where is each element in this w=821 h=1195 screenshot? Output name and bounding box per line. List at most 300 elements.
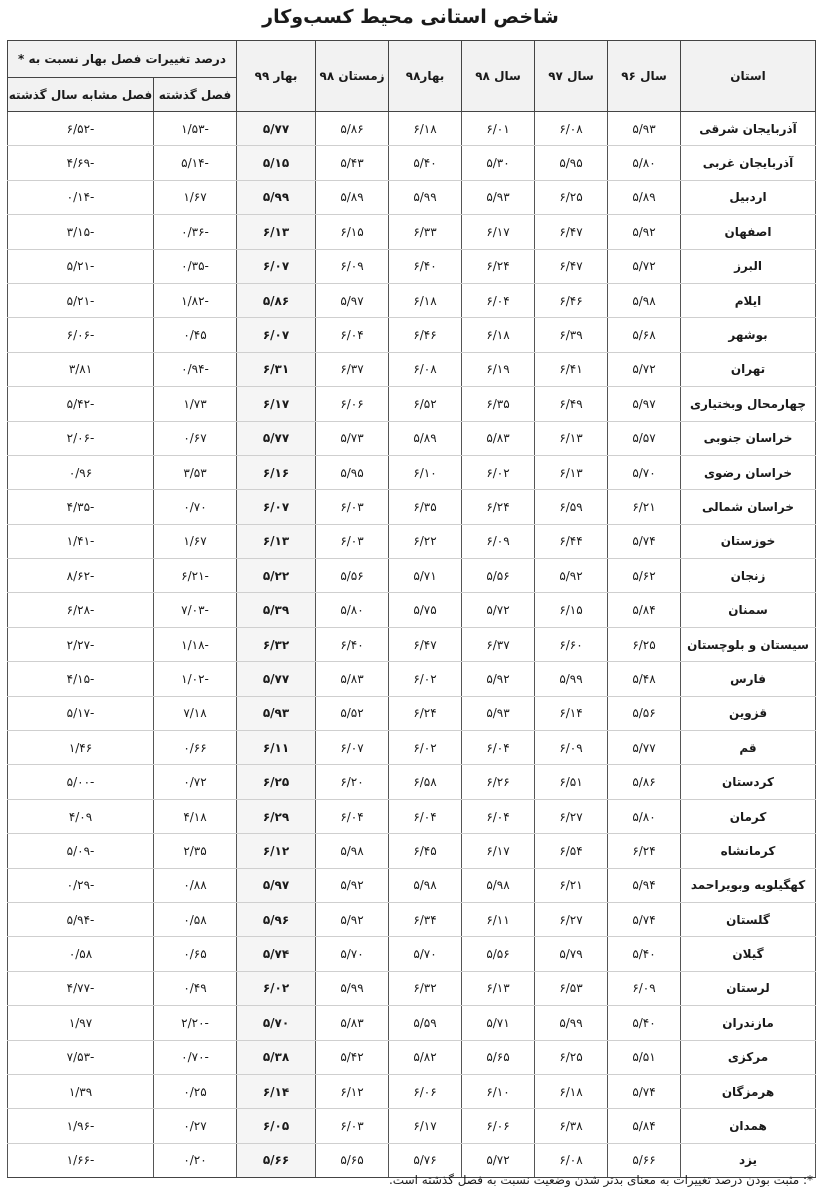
cell-change-same-season: -۱/۴۱: [8, 524, 154, 558]
cell-spring-98: ۶/۰۸: [389, 352, 462, 386]
cell-spring-99: ۵/۹۹: [237, 180, 316, 214]
cell-winter-98: ۵/۵۶: [316, 559, 389, 593]
table-row: [8, 834, 816, 868]
cell-year-97: ۶/۱۳: [535, 421, 608, 455]
cell-spring-99: ۵/۲۲: [237, 559, 316, 593]
cell-year-97: ۶/۱۵: [535, 593, 608, 627]
cell-spring-99: ۶/۱۲: [237, 834, 316, 868]
cell-year-96: ۵/۹۸: [608, 283, 681, 317]
cell-spring-98: ۶/۱۷: [389, 1109, 462, 1143]
cell-change-prev-season: -۱/۰۲: [154, 662, 237, 696]
cell-change-same-season: -۵/۲۱: [8, 283, 154, 317]
cell-year-97: ۵/۹۵: [535, 146, 608, 180]
footnote: *: مثبت بودن درصد تغییرات به معنای بدتر شدن وضعیت نسبت به فصل گذشته است.: [388, 1173, 813, 1187]
cell-change-prev-season: -۱/۸۲: [154, 283, 237, 317]
cell-province: مازندران: [681, 1006, 816, 1040]
cell-province: چهارمحال وبختیاری: [681, 387, 816, 421]
cell-change-prev-season: ۰/۷۲: [154, 765, 237, 799]
cell-province: لرستان: [681, 971, 816, 1005]
cell-year-97: ۶/۲۱: [535, 868, 608, 902]
table-row: [8, 215, 816, 249]
header-prev-season: فصل گذشته: [154, 78, 237, 112]
table-row: [8, 352, 816, 386]
table-row: [8, 559, 816, 593]
cell-year-96: ۵/۷۲: [608, 352, 681, 386]
header-change-group: درصد تغییرات فصل بهار نسبت به *: [8, 41, 237, 78]
cell-spring-99: ۵/۳۹: [237, 593, 316, 627]
cell-year-96: ۵/۹۴: [608, 868, 681, 902]
cell-year-98: ۶/۲۴: [462, 249, 535, 283]
cell-spring-99: ۵/۷۴: [237, 937, 316, 971]
cell-spring-98: ۵/۸۹: [389, 421, 462, 455]
cell-winter-98: ۵/۸۳: [316, 662, 389, 696]
cell-change-prev-season: ۳/۵۳: [154, 455, 237, 489]
cell-spring-99: ۶/۱۴: [237, 1074, 316, 1108]
cell-spring-98: ۶/۵۸: [389, 765, 462, 799]
cell-change-prev-season: ۷/۱۸: [154, 696, 237, 730]
cell-change-same-season: -۵/۴۲: [8, 387, 154, 421]
cell-change-prev-season: -۰/۳۵: [154, 249, 237, 283]
cell-province: هرمزگان: [681, 1074, 816, 1108]
cell-year-98: ۵/۹۲: [462, 662, 535, 696]
cell-year-98: ۵/۵۶: [462, 559, 535, 593]
cell-change-same-season: -۰/۲۹: [8, 868, 154, 902]
cell-province: یزد: [681, 1143, 816, 1177]
cell-spring-99: ۵/۹۳: [237, 696, 316, 730]
header-year-98: سال ۹۸: [462, 41, 535, 112]
cell-change-prev-season: ۰/۲۰: [154, 1143, 237, 1177]
cell-year-96: ۵/۸۴: [608, 593, 681, 627]
table-row: [8, 1006, 816, 1040]
cell-spring-99: ۶/۰۷: [237, 318, 316, 352]
cell-spring-98: ۶/۳۵: [389, 490, 462, 524]
cell-year-96: ۵/۴۰: [608, 937, 681, 971]
cell-year-98: ۶/۰۱: [462, 112, 535, 146]
cell-winter-98: ۶/۰۴: [316, 318, 389, 352]
cell-change-prev-season: ۰/۶۵: [154, 937, 237, 971]
cell-winter-98: ۵/۶۵: [316, 1143, 389, 1177]
cell-winter-98: ۶/۲۰: [316, 765, 389, 799]
cell-change-same-season: ۰/۹۶: [8, 455, 154, 489]
cell-winter-98: ۶/۰۳: [316, 490, 389, 524]
cell-year-97: ۶/۳۹: [535, 318, 608, 352]
cell-spring-99: ۶/۰۲: [237, 971, 316, 1005]
cell-change-prev-season: ۴/۱۸: [154, 799, 237, 833]
cell-winter-98: ۶/۰۳: [316, 1109, 389, 1143]
cell-spring-98: ۶/۲۴: [389, 696, 462, 730]
cell-spring-99: ۵/۱۵: [237, 146, 316, 180]
cell-winter-98: ۶/۰۶: [316, 387, 389, 421]
cell-change-same-season: ۱/۳۹: [8, 1074, 154, 1108]
cell-year-97: ۶/۵۳: [535, 971, 608, 1005]
table-row: [8, 937, 816, 971]
cell-change-same-season: -۲/۲۷: [8, 627, 154, 661]
cell-change-same-season: -۳/۱۵: [8, 215, 154, 249]
cell-spring-98: ۵/۷۶: [389, 1143, 462, 1177]
cell-year-97: ۶/۲۷: [535, 799, 608, 833]
cell-spring-98: ۶/۳۳: [389, 215, 462, 249]
cell-year-98: ۶/۱۹: [462, 352, 535, 386]
table-row: [8, 1109, 816, 1143]
cell-spring-99: ۶/۱۳: [237, 524, 316, 558]
cell-spring-99: ۶/۲۵: [237, 765, 316, 799]
cell-spring-99: ۶/۰۷: [237, 249, 316, 283]
cell-year-97: ۶/۵۹: [535, 490, 608, 524]
cell-year-96: ۶/۲۵: [608, 627, 681, 661]
cell-spring-99: ۶/۱۳: [237, 215, 316, 249]
cell-year-98: ۶/۱۸: [462, 318, 535, 352]
cell-province: گلستان: [681, 902, 816, 936]
cell-spring-98: ۵/۹۸: [389, 868, 462, 902]
cell-winter-98: ۵/۹۲: [316, 868, 389, 902]
cell-year-98: ۶/۲۶: [462, 765, 535, 799]
cell-change-same-season: -۷/۵۳: [8, 1040, 154, 1074]
cell-winter-98: ۶/۴۰: [316, 627, 389, 661]
cell-year-98: ۵/۷۲: [462, 593, 535, 627]
cell-spring-98: ۶/۳۴: [389, 902, 462, 936]
cell-year-98: ۶/۱۷: [462, 215, 535, 249]
cell-spring-98: ۶/۰۴: [389, 799, 462, 833]
cell-change-prev-season: -۱/۵۳: [154, 112, 237, 146]
cell-change-prev-season: ۰/۸۸: [154, 868, 237, 902]
cell-year-97: ۶/۱۴: [535, 696, 608, 730]
cell-year-97: ۶/۴۶: [535, 283, 608, 317]
cell-change-prev-season: ۱/۷۳: [154, 387, 237, 421]
cell-winter-98: ۵/۹۲: [316, 902, 389, 936]
cell-winter-98: ۵/۹۸: [316, 834, 389, 868]
cell-spring-98: ۶/۵۲: [389, 387, 462, 421]
page-title: شاخص استانی محیط کسب‌وکار: [262, 6, 559, 28]
header-province: استان: [681, 41, 816, 112]
table-row: [8, 421, 816, 455]
cell-change-same-season: -۴/۶۹: [8, 146, 154, 180]
cell-year-97: ۶/۳۸: [535, 1109, 608, 1143]
cell-change-prev-season: -۷/۰۳: [154, 593, 237, 627]
table-row: [8, 283, 816, 317]
cell-year-98: ۶/۰۹: [462, 524, 535, 558]
cell-province: کرمانشاه: [681, 834, 816, 868]
cell-year-97: ۶/۵۱: [535, 765, 608, 799]
cell-spring-98: ۶/۰۲: [389, 731, 462, 765]
cell-year-96: ۵/۶۶: [608, 1143, 681, 1177]
table-row: [8, 146, 816, 180]
cell-province: مرکزی: [681, 1040, 816, 1074]
cell-change-same-season: -۰/۱۴: [8, 180, 154, 214]
cell-spring-98: ۶/۱۰: [389, 455, 462, 489]
cell-year-98: ۶/۰۴: [462, 799, 535, 833]
cell-winter-98: ۶/۱۵: [316, 215, 389, 249]
cell-year-98: ۶/۱۱: [462, 902, 535, 936]
cell-year-96: ۵/۸۰: [608, 799, 681, 833]
cell-year-97: ۶/۱۸: [535, 1074, 608, 1108]
cell-spring-99: ۵/۶۶: [237, 1143, 316, 1177]
cell-winter-98: ۶/۳۷: [316, 352, 389, 386]
cell-province: آذربایجان غربی: [681, 146, 816, 180]
cell-year-97: ۶/۰۸: [535, 1143, 608, 1177]
table-row: [8, 249, 816, 283]
table-row: [8, 387, 816, 421]
cell-winter-98: ۵/۹۵: [316, 455, 389, 489]
cell-change-prev-season: ۱/۶۷: [154, 180, 237, 214]
cell-change-same-season: -۸/۶۲: [8, 559, 154, 593]
cell-change-same-season: ۱/۹۷: [8, 1006, 154, 1040]
cell-change-same-season: ۴/۰۹: [8, 799, 154, 833]
cell-year-98: ۶/۳۷: [462, 627, 535, 661]
cell-change-prev-season: ۰/۶۶: [154, 731, 237, 765]
cell-year-96: ۵/۶۲: [608, 559, 681, 593]
cell-year-98: ۵/۹۳: [462, 180, 535, 214]
cell-year-98: ۵/۹۸: [462, 868, 535, 902]
cell-change-same-season: -۵/۹۴: [8, 902, 154, 936]
cell-change-same-season: -۱/۶۶: [8, 1143, 154, 1177]
cell-change-prev-season: -۰/۹۴: [154, 352, 237, 386]
cell-spring-98: ۶/۲۲: [389, 524, 462, 558]
cell-province: زنجان: [681, 559, 816, 593]
cell-spring-98: ۶/۰۲: [389, 662, 462, 696]
cell-change-prev-season: -۲/۲۰: [154, 1006, 237, 1040]
header-winter-98: زمستان ۹۸: [316, 41, 389, 112]
cell-spring-98: ۵/۷۰: [389, 937, 462, 971]
table-row: [8, 902, 816, 936]
cell-year-96: ۵/۸۰: [608, 146, 681, 180]
cell-spring-99: ۵/۷۷: [237, 421, 316, 455]
cell-province: سمنان: [681, 593, 816, 627]
cell-spring-98: ۶/۴۷: [389, 627, 462, 661]
cell-year-97: ۶/۰۸: [535, 112, 608, 146]
cell-winter-98: ۵/۸۹: [316, 180, 389, 214]
cell-year-98: ۶/۰۲: [462, 455, 535, 489]
table-row: [8, 765, 816, 799]
cell-year-97: ۶/۴۹: [535, 387, 608, 421]
cell-year-97: ۶/۲۷: [535, 902, 608, 936]
cell-change-same-season: -۴/۷۷: [8, 971, 154, 1005]
cell-year-98: ۶/۱۳: [462, 971, 535, 1005]
cell-province: قم: [681, 731, 816, 765]
cell-spring-98: ۶/۴۰: [389, 249, 462, 283]
header-year-96: سال ۹۶: [608, 41, 681, 112]
cell-year-96: ۵/۵۷: [608, 421, 681, 455]
cell-year-98: ۶/۲۴: [462, 490, 535, 524]
cell-province: آذربایجان شرقی: [681, 112, 816, 146]
cell-change-same-season: ۳/۸۱: [8, 352, 154, 386]
table-row: [8, 799, 816, 833]
cell-year-96: ۵/۹۳: [608, 112, 681, 146]
cell-year-96: ۵/۸۴: [608, 1109, 681, 1143]
cell-change-same-season: -۲/۰۶: [8, 421, 154, 455]
table-row: [8, 1040, 816, 1074]
cell-year-97: ۶/۰۹: [535, 731, 608, 765]
cell-year-98: ۶/۳۵: [462, 387, 535, 421]
cell-change-same-season: -۶/۲۸: [8, 593, 154, 627]
table-row: [8, 180, 816, 214]
cell-year-96: ۵/۷۲: [608, 249, 681, 283]
cell-spring-98: ۶/۴۵: [389, 834, 462, 868]
cell-spring-98: ۵/۸۲: [389, 1040, 462, 1074]
cell-spring-99: ۶/۲۹: [237, 799, 316, 833]
cell-year-98: ۵/۷۱: [462, 1006, 535, 1040]
cell-winter-98: ۶/۰۴: [316, 799, 389, 833]
cell-spring-99: ۶/۰۷: [237, 490, 316, 524]
cell-change-prev-season: ۰/۷۰: [154, 490, 237, 524]
cell-spring-98: ۶/۱۸: [389, 283, 462, 317]
cell-spring-99: ۵/۹۷: [237, 868, 316, 902]
cell-change-prev-season: -۶/۲۱: [154, 559, 237, 593]
cell-year-97: ۵/۷۹: [535, 937, 608, 971]
cell-year-96: ۵/۹۲: [608, 215, 681, 249]
cell-year-96: ۵/۷۴: [608, 902, 681, 936]
cell-year-98: ۶/۱۷: [462, 834, 535, 868]
cell-spring-99: ۶/۳۱: [237, 352, 316, 386]
table-row: [8, 696, 816, 730]
cell-year-97: ۵/۹۹: [535, 662, 608, 696]
cell-spring-99: ۵/۸۶: [237, 283, 316, 317]
header-year-97: سال ۹۷: [535, 41, 608, 112]
cell-year-98: ۵/۶۵: [462, 1040, 535, 1074]
cell-change-same-season: -۶/۵۲: [8, 112, 154, 146]
table-row: [8, 490, 816, 524]
cell-year-97: ۶/۲۵: [535, 180, 608, 214]
cell-year-96: ۵/۹۷: [608, 387, 681, 421]
cell-province: کردستان: [681, 765, 816, 799]
table-row: [8, 868, 816, 902]
cell-change-same-season: -۴/۱۵: [8, 662, 154, 696]
cell-winter-98: ۵/۸۶: [316, 112, 389, 146]
cell-spring-99: ۶/۳۲: [237, 627, 316, 661]
cell-winter-98: ۵/۵۲: [316, 696, 389, 730]
cell-year-96: ۵/۸۶: [608, 765, 681, 799]
cell-province: خراسان جنوبی: [681, 421, 816, 455]
cell-winter-98: ۵/۷۰: [316, 937, 389, 971]
cell-change-prev-season: -۵/۱۴: [154, 146, 237, 180]
table-row: [8, 1074, 816, 1108]
cell-winter-98: ۵/۷۳: [316, 421, 389, 455]
cell-change-prev-season: ۰/۲۷: [154, 1109, 237, 1143]
cell-change-prev-season: -۰/۳۶: [154, 215, 237, 249]
table-row: [8, 662, 816, 696]
cell-year-98: ۶/۰۴: [462, 731, 535, 765]
cell-change-same-season: -۵/۰۰: [8, 765, 154, 799]
cell-winter-98: ۶/۰۳: [316, 524, 389, 558]
cell-year-96: ۶/۰۹: [608, 971, 681, 1005]
cell-year-97: ۶/۴۱: [535, 352, 608, 386]
cell-province: کهگیلویه وبویراحمد: [681, 868, 816, 902]
cell-winter-98: ۵/۴۳: [316, 146, 389, 180]
cell-spring-98: ۵/۴۰: [389, 146, 462, 180]
cell-spring-98: ۶/۳۲: [389, 971, 462, 1005]
cell-year-97: ۶/۶۰: [535, 627, 608, 661]
cell-province: البرز: [681, 249, 816, 283]
cell-change-same-season: ۰/۵۸: [8, 937, 154, 971]
cell-province: سیستان و بلوچستان: [681, 627, 816, 661]
table-body: [8, 112, 816, 1178]
business-environment-table: [7, 40, 816, 1178]
cell-spring-99: ۶/۱۶: [237, 455, 316, 489]
cell-winter-98: ۶/۰۷: [316, 731, 389, 765]
cell-year-96: ۵/۶۸: [608, 318, 681, 352]
cell-spring-98: ۶/۱۸: [389, 112, 462, 146]
cell-province: بوشهر: [681, 318, 816, 352]
cell-year-96: ۵/۷۴: [608, 1074, 681, 1108]
table-row: [8, 112, 816, 146]
table-row: [8, 455, 816, 489]
cell-year-97: ۶/۲۵: [535, 1040, 608, 1074]
cell-province: ایلام: [681, 283, 816, 317]
cell-year-96: ۵/۸۹: [608, 180, 681, 214]
cell-spring-98: ۵/۷۵: [389, 593, 462, 627]
cell-province: خراسان شمالی: [681, 490, 816, 524]
header-spring-98: بهار۹۸: [389, 41, 462, 112]
cell-year-97: ۶/۴۴: [535, 524, 608, 558]
cell-year-98: ۶/۱۰: [462, 1074, 535, 1108]
table-row: [8, 593, 816, 627]
table-row: [8, 524, 816, 558]
cell-change-same-season: -۵/۱۷: [8, 696, 154, 730]
cell-province: تهران: [681, 352, 816, 386]
cell-year-96: ۵/۷۰: [608, 455, 681, 489]
cell-change-prev-season: ۰/۴۵: [154, 318, 237, 352]
cell-year-97: ۶/۱۳: [535, 455, 608, 489]
cell-province: قزوین: [681, 696, 816, 730]
cell-year-98: ۵/۸۳: [462, 421, 535, 455]
cell-year-96: ۵/۴۸: [608, 662, 681, 696]
cell-province: خراسان رضوی: [681, 455, 816, 489]
header-same-season-last-year: فصل مشابه سال گذشته: [8, 78, 154, 112]
cell-winter-98: ۵/۹۷: [316, 283, 389, 317]
cell-year-96: ۵/۵۶: [608, 696, 681, 730]
cell-year-98: ۶/۰۴: [462, 283, 535, 317]
cell-spring-98: ۶/۰۶: [389, 1074, 462, 1108]
table-row: [8, 318, 816, 352]
cell-winter-98: ۶/۰۹: [316, 249, 389, 283]
cell-year-97: ۵/۹۲: [535, 559, 608, 593]
cell-change-prev-season: ۲/۳۵: [154, 834, 237, 868]
cell-year-97: ۶/۴۷: [535, 215, 608, 249]
cell-change-same-season: -۴/۳۵: [8, 490, 154, 524]
cell-spring-98: ۵/۵۹: [389, 1006, 462, 1040]
cell-spring-98: ۵/۹۹: [389, 180, 462, 214]
cell-winter-98: ۵/۴۲: [316, 1040, 389, 1074]
cell-year-96: ۵/۴۰: [608, 1006, 681, 1040]
cell-year-97: ۶/۴۷: [535, 249, 608, 283]
table-row: [8, 627, 816, 661]
cell-year-98: ۵/۵۶: [462, 937, 535, 971]
cell-province: کرمان: [681, 799, 816, 833]
header-spring-99: بهار ۹۹: [237, 41, 316, 112]
cell-year-96: ۵/۷۷: [608, 731, 681, 765]
cell-change-prev-season: ۰/۶۷: [154, 421, 237, 455]
cell-year-96: ۵/۷۴: [608, 524, 681, 558]
cell-change-same-season: -۶/۰۶: [8, 318, 154, 352]
cell-spring-99: ۶/۱۷: [237, 387, 316, 421]
cell-province: خوزستان: [681, 524, 816, 558]
cell-change-prev-season: ۰/۴۹: [154, 971, 237, 1005]
cell-change-prev-season: ۱/۶۷: [154, 524, 237, 558]
cell-year-96: ۵/۵۱: [608, 1040, 681, 1074]
table-row: [8, 731, 816, 765]
cell-spring-99: ۵/۷۷: [237, 112, 316, 146]
cell-spring-99: ۵/۹۶: [237, 902, 316, 936]
cell-change-prev-season: -۰/۷۰: [154, 1040, 237, 1074]
cell-change-same-season: ۱/۴۶: [8, 731, 154, 765]
cell-spring-99: ۶/۱۱: [237, 731, 316, 765]
table-row: [8, 971, 816, 1005]
cell-change-same-season: -۵/۲۱: [8, 249, 154, 283]
cell-winter-98: ۵/۸۳: [316, 1006, 389, 1040]
cell-change-same-season: -۱/۹۶: [8, 1109, 154, 1143]
cell-spring-98: ۶/۴۶: [389, 318, 462, 352]
cell-year-98: ۵/۹۳: [462, 696, 535, 730]
cell-spring-99: ۵/۷۰: [237, 1006, 316, 1040]
